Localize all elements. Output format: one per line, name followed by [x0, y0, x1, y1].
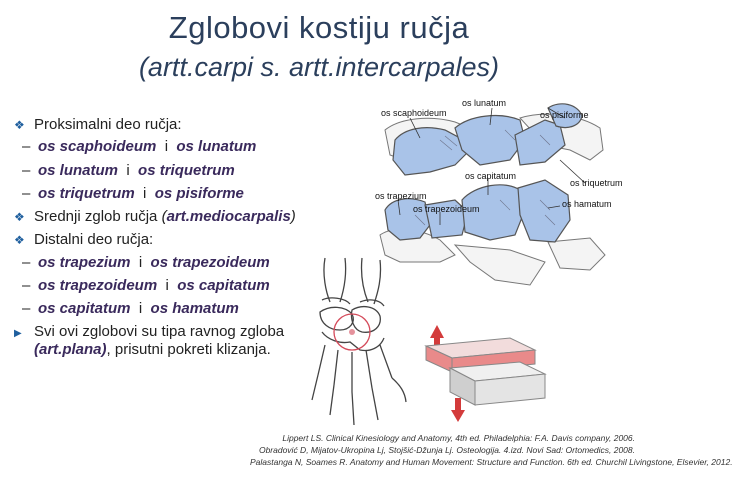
slide-title: Zglobovi kostiju ručja	[168, 10, 470, 45]
slide-subtitle: (artt.carpi s. artt.intercarpales)	[138, 52, 500, 82]
content-text: os lunatum	[176, 138, 257, 155]
label-trapezoideum: os trapezoideum	[413, 204, 480, 214]
content-text: os scaphoideum	[38, 138, 157, 155]
content-text: os pisiforme	[154, 185, 244, 202]
label-triquetrum: os triquetrum	[570, 178, 623, 188]
content-text: os trapezoideum	[38, 277, 158, 294]
content-text: os triquetrum	[138, 162, 235, 179]
content-text: os capitatum	[38, 300, 131, 317]
content-text: Svi ovi zglobovi su tipa ravnog zgloba	[34, 323, 285, 340]
diamond-bullet-icon: ❖	[14, 118, 25, 132]
content-text: os hamatum	[150, 300, 239, 317]
content-text: Srednji zglob ručja	[34, 208, 162, 225]
label-trapezium: os trapezium	[375, 191, 427, 201]
content-text: os trapezoideum	[150, 254, 270, 271]
dash-marker: –	[22, 185, 31, 202]
content-text: i	[118, 162, 139, 179]
content-text: os triquetrum	[38, 185, 135, 202]
content-text: i	[156, 138, 177, 155]
content-text: Proksimalni deo ručja:	[34, 116, 182, 133]
label-lunatum: os lunatum	[462, 98, 507, 108]
dash-marker: –	[22, 300, 31, 317]
content-text: (art.plana)	[34, 341, 107, 358]
content-text: os lunatum	[38, 162, 119, 179]
diamond-bullet-icon: ❖	[14, 233, 25, 247]
dash-marker: –	[22, 277, 31, 294]
references	[250, 432, 733, 468]
content-text: Distalni deo ručja:	[34, 231, 154, 248]
content-text: i	[157, 277, 178, 294]
dash-marker: –	[22, 254, 31, 271]
reference-line: Lippert LS. Clinical Kinesiology and Anatomy, 4th ed. Philadelphia: F.A. Davis company, 2006.	[282, 433, 635, 443]
label-pisiforme: os pisiforme	[540, 110, 589, 120]
label-hamatum: os hamatum	[562, 199, 612, 209]
label-scaphoideum: os scaphoideum	[381, 108, 447, 118]
content-text: i	[130, 300, 151, 317]
content-text: )	[290, 208, 296, 225]
content-text: i	[134, 185, 155, 202]
label-capitatum: os capitatum	[465, 171, 517, 181]
dash-marker: –	[22, 162, 31, 179]
reference-line: Palastanga N, Soames R. Anatomy and Human Movement: Structure and Function. 6th ed. Churchil Livingstone, Elsevier, 2012.	[250, 457, 733, 467]
content-text: os capitatum	[177, 277, 270, 294]
bone-hamatum	[518, 180, 570, 242]
content-text: (	[161, 208, 167, 225]
content-text: i	[130, 254, 151, 271]
content-text: art.mediocarpalis	[166, 208, 291, 225]
content-text: os trapezium	[38, 254, 131, 271]
diamond-bullet-icon: ❖	[14, 210, 25, 224]
reference-line: Obradović D, Mijatov-Ukropina Lj, Stojšić-Džunja Lj. Osteologija. 4.izd. Novi Sad: Ortomedics, 2008.	[258, 445, 635, 455]
plane-joint-blocks	[426, 325, 545, 422]
arrow-bullet-icon: ▶	[14, 328, 22, 339]
content-text: , prisutni pokreti klizanja.	[106, 341, 271, 358]
dash-marker: –	[22, 138, 31, 155]
wrist-skeleton-drawing	[312, 258, 406, 425]
